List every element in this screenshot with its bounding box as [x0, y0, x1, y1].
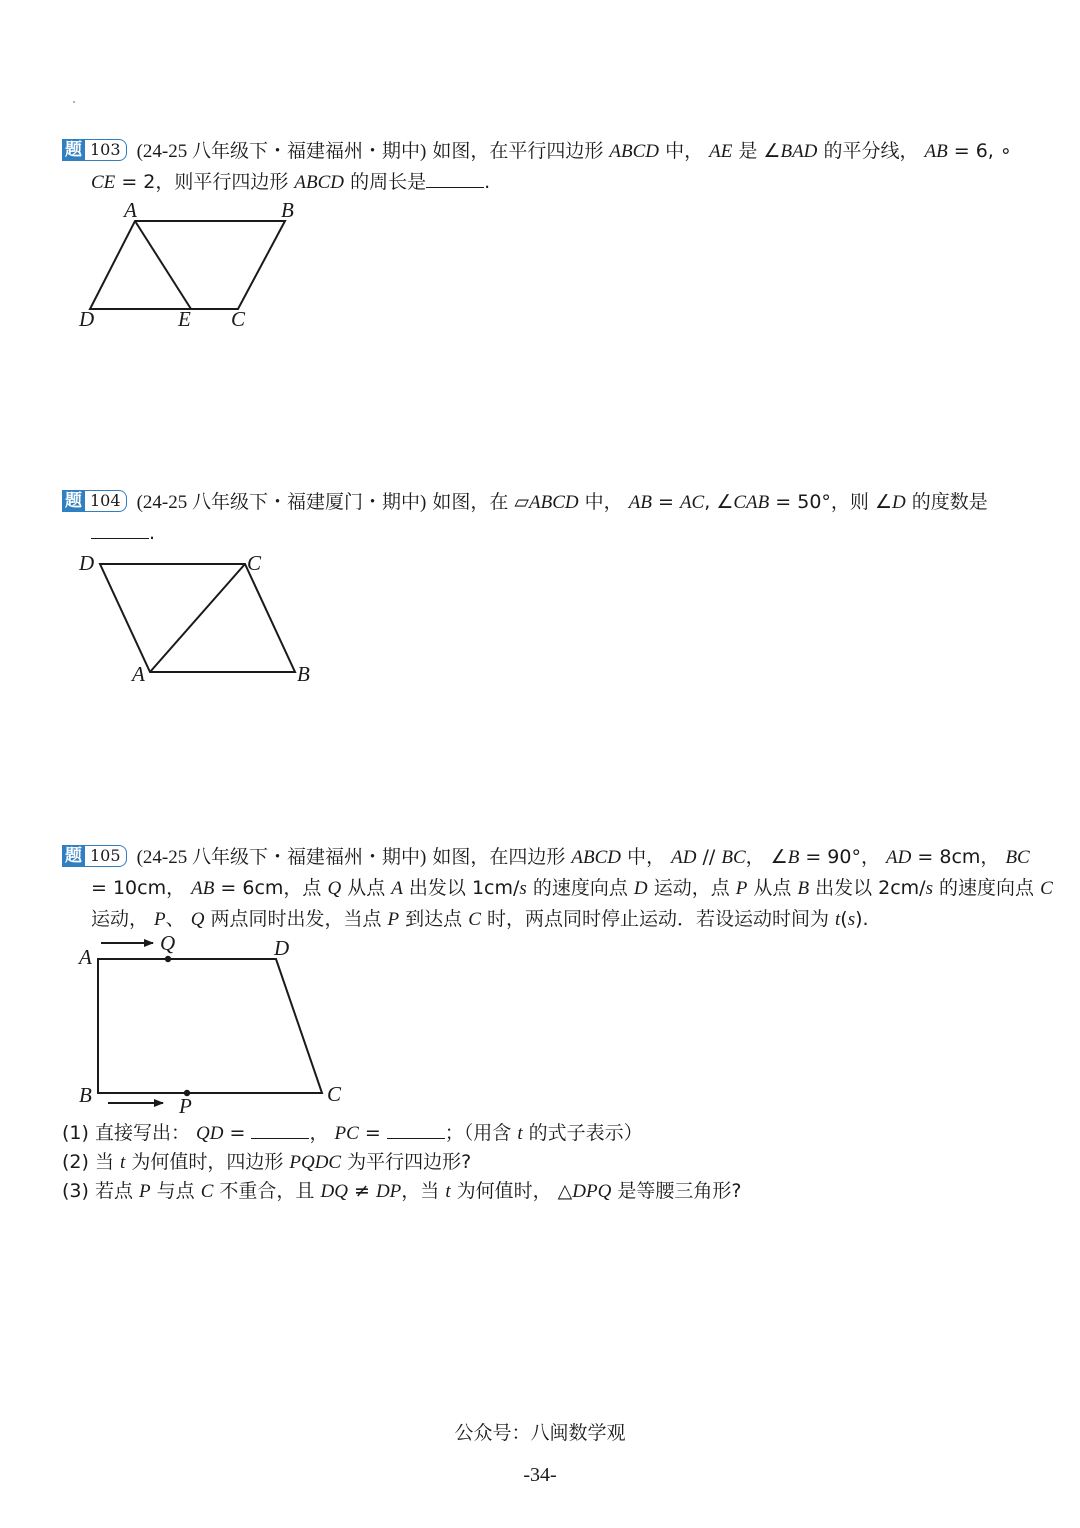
math-var: D	[892, 492, 906, 513]
text-run: 时，两点同时停止运动．若设运动时间为	[480, 908, 836, 930]
text-run: ， ∠	[745, 846, 788, 868]
footer-wechat: 公众号：八闽数学观	[454, 1422, 626, 1444]
math-var: CE	[91, 172, 116, 193]
problem-tag: 题	[62, 845, 85, 867]
math-var: t	[445, 1181, 451, 1202]
math-var: C	[468, 909, 481, 930]
math-var: Q	[327, 878, 342, 899]
text-run: 为何值时，四边形	[125, 1151, 290, 1173]
math-var: C	[200, 1181, 214, 1202]
text-run: 如图，在四边形	[432, 846, 572, 868]
text-run: .	[484, 171, 491, 193]
problem-tag: 题	[62, 139, 85, 161]
text-run: //	[696, 846, 722, 868]
math-var: B	[787, 847, 800, 868]
text-run: =	[358, 1122, 387, 1144]
text-run: = 10cm，	[91, 877, 192, 899]
text-run: 的周长是	[344, 171, 427, 193]
text-run: 是等腰三角形?	[611, 1180, 742, 1202]
vertex-label: A	[79, 945, 92, 969]
subquestion-1	[62, 1118, 643, 1149]
math-var: QD	[196, 1123, 224, 1144]
vertex-label: B	[297, 662, 310, 686]
math-var: PC	[334, 1123, 359, 1144]
problem-number: 104	[85, 490, 127, 512]
math-var: s	[519, 878, 527, 899]
math-var: t	[120, 1152, 126, 1173]
text-run: ，	[309, 1122, 335, 1144]
text-run: = 2，则平行四边形	[115, 171, 295, 193]
text-run: (3) 若点	[62, 1180, 139, 1202]
text-run: 运动，点	[647, 877, 736, 899]
vertex-label: D	[79, 307, 95, 331]
math-var: P	[735, 878, 748, 899]
math-var: C	[1040, 878, 1053, 899]
problem-number: 105	[85, 845, 127, 867]
math-var: AB	[628, 492, 652, 513]
text-run: 如图，在 ▱	[432, 491, 530, 513]
text-run: 出发以 1cm/	[402, 877, 520, 899]
math-var: s	[925, 878, 933, 899]
subquestion-text	[62, 1180, 741, 1202]
text-run: 不重合，且	[213, 1180, 321, 1202]
vertex-label: P	[179, 1094, 192, 1118]
text-run: ，当	[401, 1180, 446, 1202]
text-run: = 6, ∘	[947, 140, 1012, 162]
quadrilateral-abcd	[98, 959, 322, 1093]
text-run: 运动，	[91, 908, 155, 930]
text-run: 如图，在平行四边形	[432, 140, 610, 162]
text-run: 到达点	[399, 908, 469, 930]
vertex-label: Q	[160, 931, 176, 955]
math-var: AB	[191, 878, 215, 899]
math-var: DQ	[320, 1181, 348, 1202]
vertex-label: D	[79, 551, 95, 575]
subquestion-text	[62, 1122, 643, 1144]
vertex-label: B	[79, 1083, 92, 1107]
text-run: = 6cm，点	[214, 877, 328, 899]
problem-source: (24-25 八年级下・福建福州・期中)	[136, 141, 427, 162]
math-var: BAD	[780, 141, 818, 162]
text-run: 、	[165, 908, 191, 930]
text-run: = 50°，则 ∠	[769, 491, 892, 513]
math-var: A	[391, 878, 403, 899]
vertex-label: C	[247, 551, 262, 575]
problem-tag: 题	[62, 490, 85, 512]
math-var: ABCD	[571, 847, 622, 868]
text-run: ；（用含	[444, 1122, 518, 1144]
point-q-dot	[165, 956, 171, 962]
vertex-label: E	[178, 307, 191, 331]
vertex-label: C	[231, 307, 246, 331]
text-run: = 90°，	[799, 846, 887, 868]
text-run: .	[149, 522, 156, 544]
text-run: 的平分线，	[817, 140, 925, 162]
text-run: 为平行四边形?	[341, 1151, 472, 1173]
subquestion-3	[62, 1176, 741, 1207]
text-run: =	[223, 1122, 252, 1144]
math-var: t	[517, 1123, 523, 1144]
math-var: AE	[709, 141, 733, 162]
vertex-label: A	[132, 662, 145, 686]
math-var: P	[154, 909, 166, 930]
math-var: AD	[671, 847, 697, 868]
math-var: AB	[924, 141, 948, 162]
math-var: Q	[190, 909, 205, 930]
text-run: 的度数是	[905, 491, 988, 513]
math-var: AC	[679, 492, 705, 513]
text-run: , ∠	[704, 491, 734, 513]
math-var: ABCD	[609, 141, 660, 162]
math-var: AD	[886, 847, 912, 868]
math-var: t	[835, 909, 841, 930]
math-var: ABCD	[529, 492, 579, 513]
text-run: 的速度向点	[933, 877, 1041, 899]
text-run: 中，	[578, 491, 629, 513]
text-run: 从点	[341, 877, 392, 899]
subquestion-text	[62, 1151, 471, 1173]
subquestion-2	[62, 1147, 471, 1178]
math-var: DPQ	[572, 1181, 612, 1202]
vertex-label: A	[124, 198, 137, 222]
math-var: BC	[1005, 847, 1030, 868]
math-var: B	[797, 878, 810, 899]
text-run: (	[840, 908, 848, 930]
math-var: D	[633, 878, 648, 899]
answer-blank	[251, 1118, 309, 1139]
problem-number: 103	[85, 139, 127, 161]
text-run: 出发以 2cm/	[809, 877, 926, 899]
text-run: 中，	[659, 140, 710, 162]
text-run: 的式子表示）	[522, 1122, 643, 1144]
text-run: 从点	[747, 877, 798, 899]
text-run: 两点同时出发，当点	[204, 908, 388, 930]
answer-blank	[387, 1118, 445, 1139]
math-var: ABCD	[294, 172, 345, 193]
problem-source: (24-25 八年级下・福建福州・期中)	[136, 847, 427, 868]
text-run: (1) 直接写出：	[62, 1122, 196, 1144]
text-run: =	[651, 491, 680, 513]
math-var: s	[847, 909, 856, 930]
text-run: (2) 当	[62, 1151, 120, 1173]
text-run: 中，	[621, 846, 672, 868]
vertex-label: B	[281, 198, 294, 222]
vertex-label: C	[327, 1082, 342, 1106]
problem-source: (24-25 八年级下・福建厦门・期中)	[136, 492, 427, 513]
vertex-label: D	[274, 936, 290, 960]
math-var: PQDC	[289, 1152, 342, 1173]
text-run: ≠	[347, 1180, 376, 1202]
text-run: = 8cm，	[911, 846, 1006, 868]
text-run: 是 ∠	[732, 140, 781, 162]
text-run: 与点	[150, 1180, 201, 1202]
math-var: CAB	[733, 492, 770, 513]
text-run: ).	[855, 908, 869, 930]
math-var: DP	[375, 1181, 402, 1202]
math-var: P	[139, 1181, 151, 1202]
text-run: 的速度向点	[526, 877, 634, 899]
text-run: 为何值时， △	[450, 1180, 573, 1202]
math-var: BC	[721, 847, 746, 868]
page-number: -34-	[523, 1464, 557, 1486]
math-var: P	[387, 909, 400, 930]
